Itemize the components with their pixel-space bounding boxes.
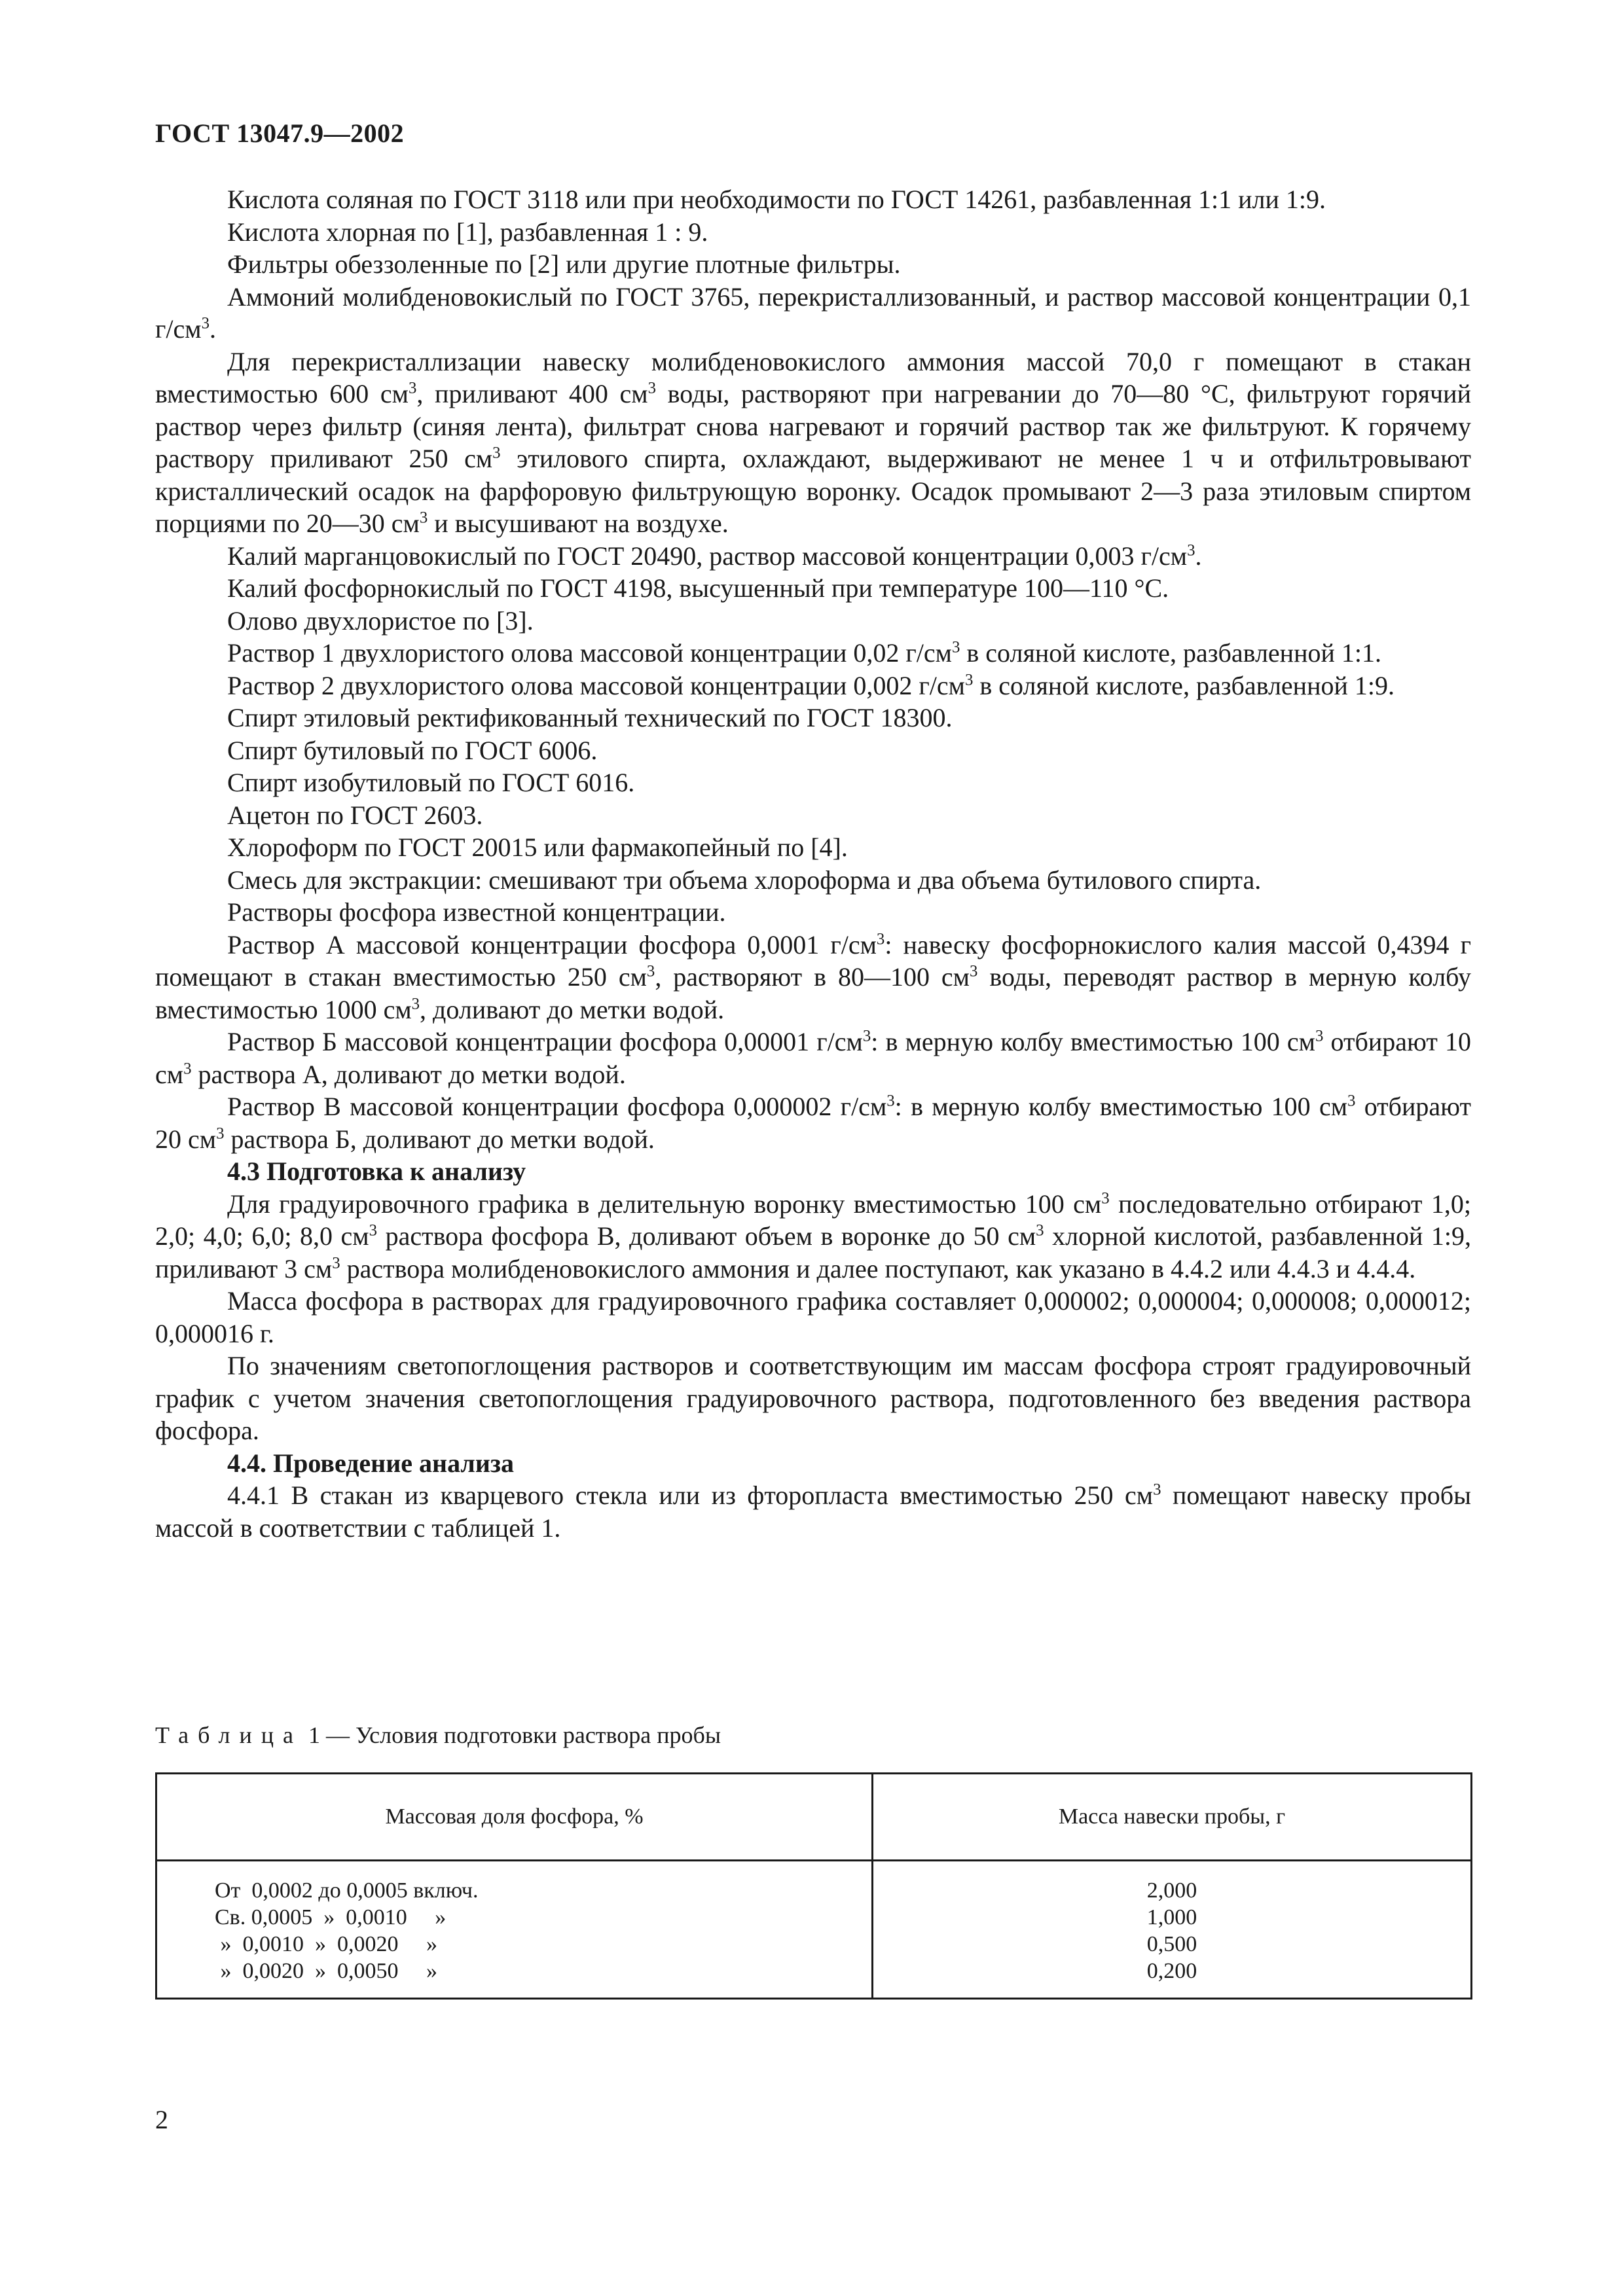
column-header-sample-mass: Масса навески пробы, г <box>873 1774 1472 1861</box>
table-caption-text: 1 — Условия подготовки раствора пробы <box>308 1722 721 1748</box>
paragraph: Кислота соляная по ГОСТ 3118 или при необходимости по ГОСТ 14261, разбавленная 1:1 или 1:9. <box>227 185 1326 214</box>
section-heading-4-4: 4.4. Проведение анализа <box>227 1448 514 1478</box>
paragraph: Калий марганцовокислый по ГОСТ 20490, раствор массовой концентрации 0,003 $г/см^3$. <box>227 541 1202 571</box>
sample-preparation-table <box>155 1772 1472 2000</box>
table-row <box>156 1861 1472 1999</box>
page-number: 2 <box>155 2105 168 2134</box>
paragraph: Аммоний молибденовокислый по ГОСТ 3765, перекристаллизованный, и раствор массовой концентрации 0,1 $г/см^3$. <box>155 281 1471 344</box>
paragraph: Калий фосфорнокислый по ГОСТ 4198, высушенный при температуре 100—110 °С. <box>227 573 1169 603</box>
paragraph: Растворы фосфора известной концентрации. <box>227 897 726 927</box>
phosphorus-range-cell <box>156 1861 873 1999</box>
paragraph: Спирт изобутиловый по ГОСТ 6016. <box>227 768 635 797</box>
paragraph: Фильтры обеззоленные по [2] или другие плотные фильтры. <box>227 249 901 279</box>
range-value: От 0,0002 до 0,0005 включ. <box>215 1878 479 1903</box>
paragraph: Раствор 1 двухлористого олова массовой концентрации 0,02 $г/см^3$ в соляной кислоте, разбавленной 1:1. <box>227 638 1382 668</box>
paragraph: По значениям светопоглощения растворов и соответствующим им массам фосфора строят градуировочный график с учетом значения светопоглощения градуировочного раствора, подготовленного без введения раствора фосфора. <box>155 1351 1471 1445</box>
table-caption-label: Таблица <box>155 1722 302 1748</box>
paragraph: Для градуировочного графика в делительную воронку вместимостью 100 $см^3$ последовательно отбирают 1,0; 2,0; 4,0; 6,0; 8,0 $см^3$ раствора фосфора В, доливают объем в воронке до 50 $см^3$ хлорной кислотой, разбавленной 1:9, приливают 3 $см^3$ раствора молибденовокислого аммония и далее поступают, как указано в 4.4.2 или 4.4.3 и 4.4.4. <box>155 1189 1472 1283</box>
mass-value: 2,000 <box>1146 1878 1197 1903</box>
paragraph: Спирт этиловый ректификованный технический по ГОСТ 18300. <box>227 703 953 732</box>
document-body <box>155 183 1471 1544</box>
sample-mass-cell <box>873 1861 1472 1999</box>
mass-value: 1,000 <box>1146 1905 1197 1929</box>
range-value: Св. 0,0005 » 0,0010 » <box>215 1905 447 1929</box>
paragraph: Раствор 2 двухлористого олова массовой концентрации 0,002 $г/см^3$ в соляной кислоте, разбавленной 1:9. <box>227 670 1395 700</box>
mass-value: 0,200 <box>1146 1959 1197 1983</box>
paragraph: Раствор В массовой концентрации фосфора 0,000002 $г/см^3$: в мерную колбу вместимостью 100 $см^3$ отбирают 20 $см^3$ раствора Б, доливают до метки водой. <box>155 1092 1472 1154</box>
range-value: » 0,0020 » 0,0050 » <box>215 1959 437 1983</box>
paragraph: Спирт бутиловый по ГОСТ 6006. <box>227 735 598 765</box>
paragraph: Для перекристаллизации навеску молибденовокислого аммония массой 70,0 г помещают в стакан вместимостью 600 $см^3$, приливают 400 $см^3$ воды, растворяют при нагревании до 70—80 °С, фильтруют горячий раствор через фильтр (синяя лента), фильтрат снова нагревают и горячий раствор так же фильтруют. К горячему раствору приливают 250 $см^3$ этилового спирта, охлаждают, выдерживают не менее 1 ч и отфильтровывают кристаллический осадок на фарфоровую фильтрующую воронку. Осадок промывают 2—3 раза этиловым спиртом порциями по 20—30 $см^3$ и высушивают на воздухе. <box>155 346 1471 538</box>
paragraph: Раствор А массовой концентрации фосфора 0,0001 $г/см^3$: навеску фосфорнокислого калия массой 0,4394 г помещают в стакан вместимостью 250 $см^3$, растворяют в 80—100 $см^3$ воды, переводят раствор в мерную колбу вместимостью 1000 $см^3$, доливают до метки водой. <box>155 929 1471 1024</box>
paragraph: Ацетон по ГОСТ 2603. <box>227 800 483 830</box>
range-value: » 0,0010 » 0,0020 » <box>215 1932 437 1956</box>
paragraph: Раствор Б массовой концентрации фосфора 0,00001 $г/см^3$: в мерную колбу вместимостью 100 $см^3$ отбирают 10 $см^3$ раствора А, доливают до метки водой. <box>155 1027 1471 1089</box>
paragraph: Кислота хлорная по [1], разбавленная 1 : 9. <box>227 217 708 247</box>
paragraph: Олово двухлористое по [3]. <box>227 605 534 636</box>
table-caption <box>155 1721 721 1749</box>
table-header-row <box>156 1774 1472 1861</box>
section-heading-4-3: 4.3 Подготовка к анализу <box>227 1157 526 1186</box>
mass-value: 0,500 <box>1146 1932 1197 1956</box>
paragraph: 4.4.1 В стакан из кварцевого стекла или из фторопласта вместимостью 250 $см^3$ помещают навеску пробы массой в соответствии с таблицей 1. <box>155 1480 1471 1543</box>
document-code-header: ГОСТ 13047.9—2002 <box>155 118 405 148</box>
paragraph: Хлороформ по ГОСТ 20015 или фармакопейный по [4]. <box>227 833 848 862</box>
paragraph: Масса фосфора в растворах для градуировочного графика составляет 0,000002; 0,000004; 0,000008; 0,000012; 0,000016 г. <box>155 1286 1471 1348</box>
column-header-phosphorus-fraction: Массовая доля фосфора, % <box>156 1774 873 1861</box>
paragraph: Смесь для экстракции: смешивают три объема хлороформа и два объема бутилового спирта. <box>227 865 1262 895</box>
